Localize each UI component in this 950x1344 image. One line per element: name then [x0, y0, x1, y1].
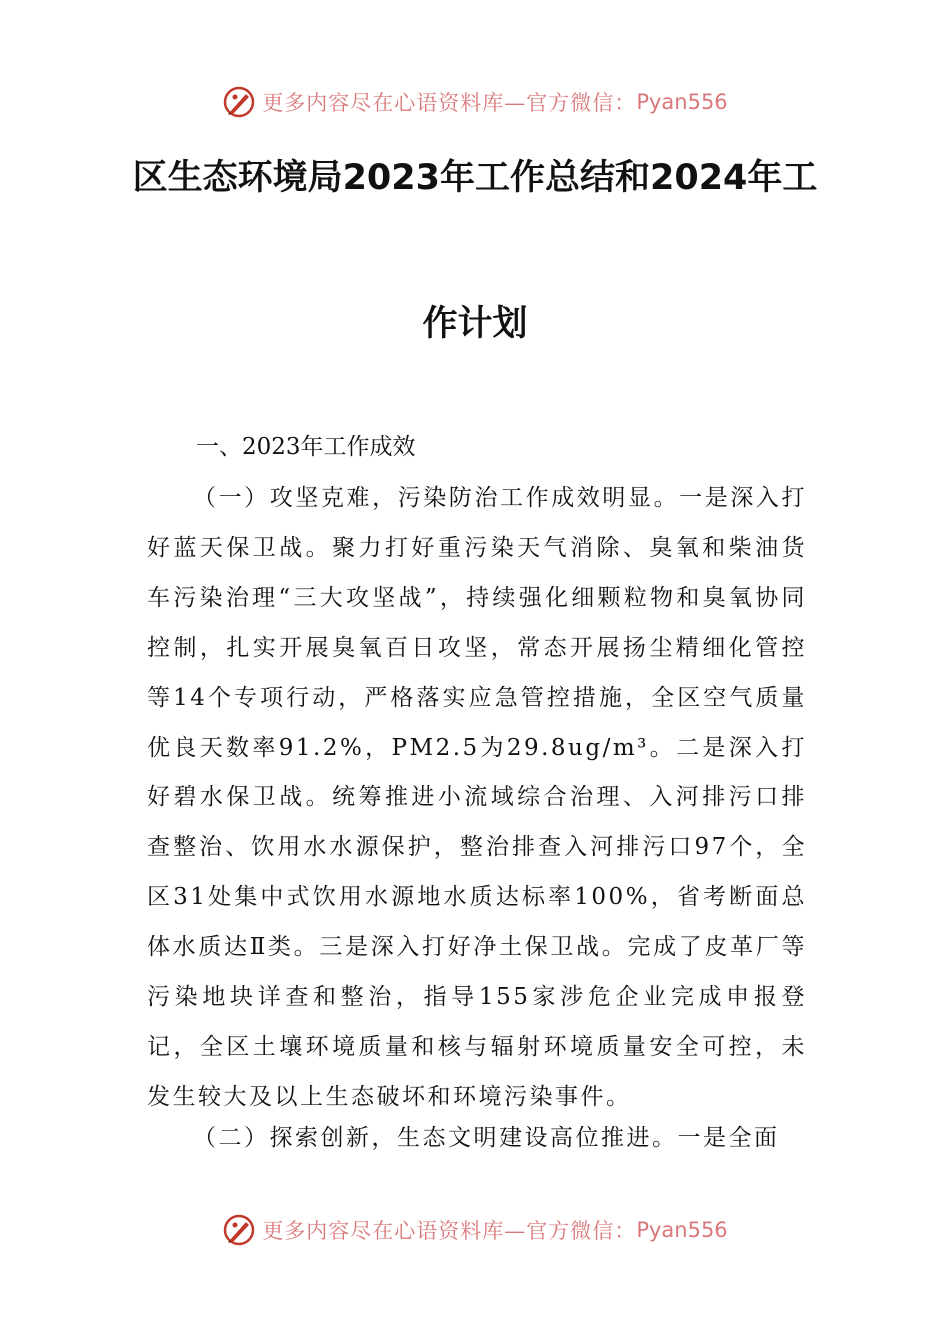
pen-logo-icon [222, 85, 256, 119]
watermark-text: 更多内容尽在心语资料库—官方微信： [262, 91, 637, 115]
watermark-wechat-id: Pyan556 [636, 1218, 728, 1242]
watermark-wechat-id: Pyan556 [636, 90, 728, 114]
body-paragraph-2: （二）探索创新，生态文明建设高位推进。一是全面 [193, 1125, 780, 1151]
document-title-line2: 作计划 [422, 304, 528, 344]
section-heading: 一、2023年工作成效 [196, 434, 416, 460]
body-paragraph-1: （一）攻坚克难，污染防治工作成效明显。一是深入打好蓝天保卫战。聚力打好重污染天气消除、臭氧和柴油货车污染治理“三大攻坚战”，持续强化细颗粒物和臭氧协同控制，扎实开展臭氧百日攻坚，常态开展扬尘精细化管控等14个专项行动，严格落实应急管控措施，全区空气质量优良天数率91.2%，PM2.5为29.8ug/m³。二是深入打好碧水保卫战。统筹推进小流域综合治理、入河排污口排查整治、饮用水水源保护，整治排查入河排污口97个，全区31处集中式饮用水源地水质达标率100%，省考断面总体水质达Ⅱ类。三是深入打好净土保卫战。完成了皮革厂等污染地块详查和整治，指导155家涉危企业完成申报登记，全区土壤环境质量和核与辐射环境质量安全可控，未发生较大及以上生态破坏和环境污染事件。 [147, 485, 807, 1110]
watermark-text: 更多内容尽在心语资料库—官方微信： [262, 1219, 637, 1243]
document-title-line1: 区生态环境局2023年工作总结和2024年工 [132, 158, 818, 198]
watermark-banner-top [0, 82, 950, 122]
pen-logo-icon [222, 1213, 256, 1247]
watermark-banner-bottom [0, 1210, 950, 1250]
